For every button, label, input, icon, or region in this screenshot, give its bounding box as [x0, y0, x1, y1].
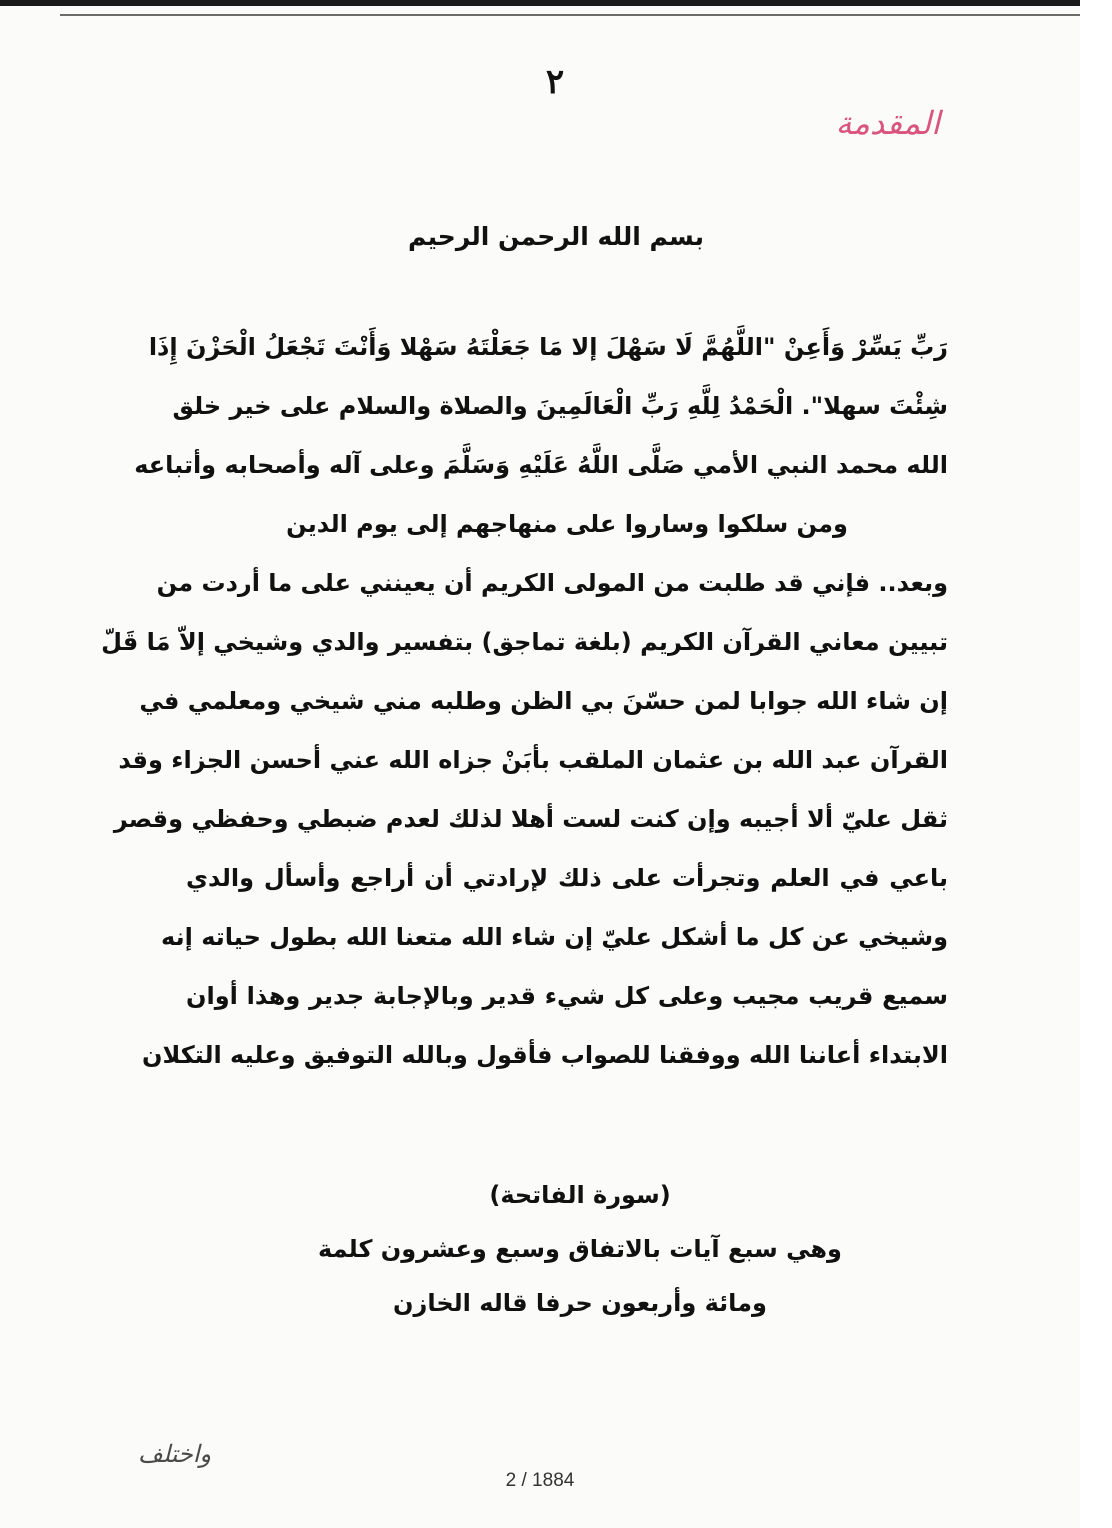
text-line: باعي في العلم وتجرأت على ذلك لإرادتي أن أراجع وأسأل والدي — [186, 864, 948, 892]
text-line: تبيين معاني القرآن الكريم (بلغة تماجق) بتفسير والدي وشيخي إلاّ مَا قَلّ — [101, 628, 948, 656]
text-line: القرآن عبد الله بن عثمان الملقب بأبَنْ جزاه الله عني أحسن الجزاء وقد — [118, 746, 948, 774]
text-line: سميع قريب مجيب وعلى كل شيء قدير وبالإجابة جدير وهذا أوان — [186, 982, 948, 1010]
surah-title: (سورة الفاتحة) — [489, 1181, 671, 1209]
section-note-handwritten: المقدمة — [835, 104, 940, 142]
page-pagination: 2 / 1884 — [505, 1470, 575, 1491]
text-line: الابتداء أعاننا الله ووفقنا للصواب فأقول وبالله التوفيق وعليه التكلان — [142, 1041, 948, 1069]
introduction-text — [101, 318, 948, 1085]
text-line: رَبِّ يَسِّرْ وَأَعِنْ "اللَّهُمَّ لَا سَهْلَ إلا مَا جَعَلْتَهُ سَهْلا وَأَنْتَ تَجْعَلُ الْحَزْنَ إِذَا — [148, 333, 948, 361]
page-number: ٢ — [545, 62, 565, 102]
handwritten-note: واختلف — [138, 1440, 212, 1468]
text-line: الله محمد النبي الأمي صَلَّى اللَّهُ عَلَيْهِ وَسَلَّمَ وعلى آله وأصحابه وأتباعه — [134, 451, 948, 479]
surah-heading-block — [300, 1168, 860, 1330]
text-line: ثقل عليّ ألا أجيبه وإن كنت لست أهلا لذلك لعدم ضبطي وحفظي وقصر — [113, 805, 948, 833]
text-line: إن شاء الله جوابا لمن حسّنَ بي الظن وطلبه مني شيخي ومعلمي في — [139, 687, 948, 715]
scan-top-edge — [0, 0, 1080, 6]
text-line: وبعد.. فإني قد طلبت من المولى الكريم أن يعينني على ما أردت من — [156, 569, 948, 597]
text-line: شِئْتَ سهلا". الْحَمْدُ لِلَّهِ رَبِّ الْعَالَمِينَ والصلاة والسلام على خير خلق — [172, 392, 948, 420]
surah-info-line: وهي سبع آيات بالاتفاق وسبع وعشرون كلمة — [318, 1235, 842, 1263]
surah-info-line: ومائة وأربعون حرفا قاله الخازن — [393, 1289, 767, 1317]
text-line: ومن سلكوا وساروا على منهاجهم إلى يوم الدين — [286, 510, 848, 538]
text-line: وشيخي عن كل ما أشكل عليّ إن شاء الله متعنا الله بطول حياته إنه — [161, 923, 948, 951]
top-rule — [60, 14, 1080, 16]
basmala-heading: بسم الله الرحمن الرحيم — [408, 222, 704, 251]
